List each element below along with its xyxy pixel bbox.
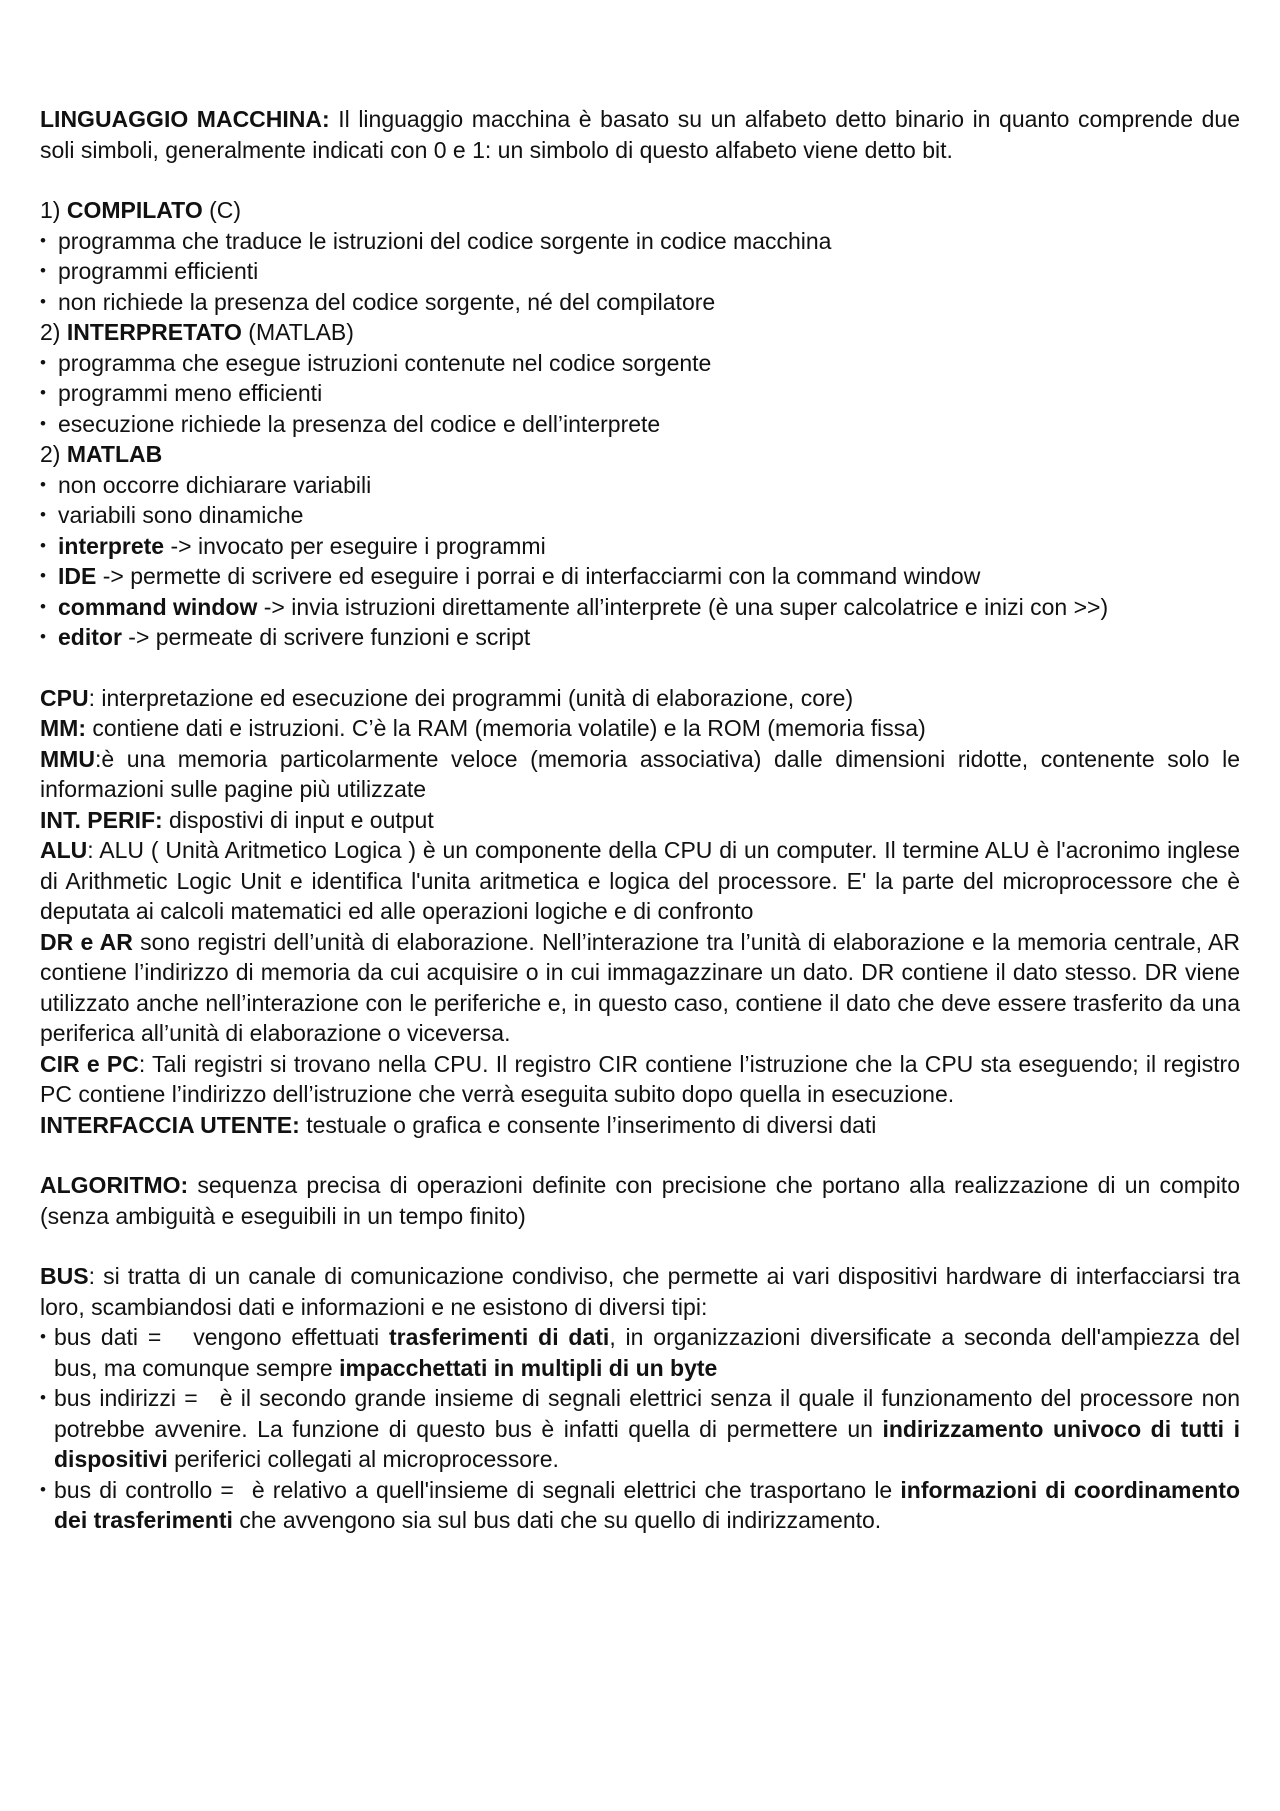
- algoritmo-paragraph: [40, 1170, 1240, 1231]
- list-item: [40, 561, 1240, 592]
- definition-term: MMU: [40, 745, 95, 772]
- definition-mm: [40, 713, 1240, 744]
- list-item: • non richiede la presenza del codice sorgente, né del compilatore: [40, 287, 1240, 318]
- list-item: • programma che traduce le istruzioni del codice sorgente in codice macchina: [40, 226, 1240, 257]
- interpretato-number: 2): [40, 319, 67, 345]
- list-item: • variabili sono dinamiche: [40, 500, 1240, 531]
- bus-text: è il secondo grande insieme di segnali elettrici senza il quale il funzionamento del processore non potrebbe avvenire. La funzione di questo bus è infatti quella di permettere un: [54, 1385, 1240, 1442]
- definition-alu: [40, 835, 1240, 927]
- matlab-heading: [40, 439, 1240, 470]
- definition-term: INT. PERIF:: [40, 806, 163, 833]
- interpretato-paren: (MATLAB): [241, 319, 354, 345]
- list-item: • non occorre dichiarare variabili: [40, 470, 1240, 501]
- compilato-list: [40, 226, 1240, 318]
- definition-text: :è una memoria particolarmente veloce (memoria associativa) dalle dimensioni ridotte, contenente solo le informazioni sulle pagine più utilizzate: [40, 745, 1240, 802]
- definition-term: CIR e PC: [40, 1050, 139, 1077]
- document-page: [40, 104, 1240, 1536]
- compilato-paren: (C): [202, 197, 242, 223]
- bus-label: bus dati =: [54, 1324, 162, 1350]
- bus-emphasis: impacchettati in multipli di un byte: [339, 1354, 718, 1381]
- item-term: editor: [58, 624, 122, 650]
- compilato-heading: [40, 195, 1240, 226]
- list-item: [40, 622, 1240, 653]
- bus-label: bus indirizzi =: [54, 1385, 198, 1411]
- list-item: • esecuzione richiede la presenza del codice e dell’interprete: [40, 409, 1240, 440]
- definition-term: CPU: [40, 684, 89, 711]
- matlab-list: [40, 470, 1240, 653]
- bus-controllo-item: [40, 1475, 1240, 1536]
- definition-term: DR e AR: [40, 928, 133, 955]
- bus-text: vengono effettuati: [193, 1324, 389, 1350]
- spacer: [40, 653, 1240, 683]
- bus-label: bus di controllo =: [54, 1476, 234, 1503]
- interpretato-title: INTERPRETATO: [66, 319, 242, 345]
- item-term: IDE: [58, 563, 97, 589]
- definition-text: : ALU ( Unità Aritmetico Logica ) è un componente della CPU di un computer. Il termine ALU è l'acronimo inglese di Arithmetic Logic Unit e identifica l'unita aritmetica e logica del processore. E' la parte del microprocessore che è deputata ai calcoli matematici ed alle operazioni logiche e di confronto: [40, 837, 1240, 924]
- definition-int-perif: [40, 805, 1240, 836]
- bus-emphasis: informazioni di coordinamento dei trasferimenti: [54, 1476, 1240, 1533]
- item-text: -> permette di scrivere ed eseguire i porrai e di interfacciarmi con la command window: [96, 563, 981, 589]
- matlab-number: 2): [40, 441, 67, 467]
- list-item: [40, 531, 1240, 562]
- definition-term: INTERFACCIA UTENTE:: [40, 1111, 300, 1138]
- definition-text: testuale o grafica e consente l’inserimento di diversi dati: [299, 1111, 877, 1138]
- definition-text: dispostivi di input e output: [162, 806, 434, 833]
- spacer: [40, 1140, 1240, 1170]
- bus-text: periferici collegati al microprocessore.: [167, 1446, 559, 1472]
- definition-interfaccia: [40, 1110, 1240, 1141]
- bus-term: BUS: [40, 1263, 89, 1289]
- bus-text: , in organizzazioni diversificate a seconda dell'ampiezza del bus, ma comunque sempre: [54, 1324, 1240, 1381]
- definition-text: sono registri dell’unità di elaborazione. Nell’interazione tra l’unità di elaborazione e la memoria centrale, AR contiene l’indirizzo di memoria da cui acquisire o in cui immagazzinare un dato. DR contiene il dato stesso. DR viene utilizzato anche nell’interazione con le periferiche e, in questo caso, contiene il dato che deve essere trasferito da una periferica all’unità di elaborazione o viceversa.: [40, 928, 1240, 1046]
- intro-paragraph: [40, 104, 1240, 165]
- bus-text: : si tratta di un canale di comunicazione condiviso, che permette ai vari dispositivi hardware di interfacciarsi tra loro, scambiandosi dati e informazioni e ne esistono di diversi tipi:: [40, 1263, 1240, 1320]
- definition-dr-ar: [40, 927, 1240, 1049]
- item-term: command window: [58, 593, 258, 620]
- bus-indirizzi-item: [40, 1383, 1240, 1475]
- definition-text: : interpretazione ed esecuzione dei programmi (unità di elaborazione, core): [88, 684, 854, 711]
- algoritmo-text: sequenza precisa di operazioni definite con precisione che portano alla realizzazione di un compito (senza ambiguità e eseguibili in un tempo finito): [40, 1172, 1240, 1229]
- compilato-title: COMPILATO: [66, 197, 203, 223]
- matlab-title: MATLAB: [66, 441, 163, 467]
- definition-text: contiene dati e istruzioni. C’è la RAM (memoria volatile) e la ROM (memoria fissa): [85, 715, 926, 741]
- spacer: [40, 1231, 1240, 1261]
- algoritmo-term: ALGORITMO:: [40, 1172, 189, 1198]
- list-item: • programmi meno efficienti: [40, 378, 1240, 409]
- intro-text: Il linguaggio macchina è basato su un alfabeto detto binario in quanto comprende due soli simboli, generalmente indicati con 0 e 1: un simbolo di questo alfabeto viene detto bit.: [40, 106, 1240, 163]
- interpretato-heading: [40, 317, 1240, 348]
- bus-text: che avvengono sia sul bus dati che su quello di indirizzamento.: [232, 1507, 882, 1533]
- item-text: -> permeate di scrivere funzioni e script: [121, 624, 531, 650]
- compilato-number: 1): [40, 197, 67, 223]
- list-item: [40, 592, 1240, 623]
- list-item: • programma che esegue istruzioni contenute nel codice sorgente: [40, 348, 1240, 379]
- bus-emphasis: indirizzamento univoco di tutti i dispositivi: [54, 1415, 1240, 1472]
- definition-text: : Tali registri si trovano nella CPU. Il registro CIR contiene l’istruzione che la CPU sta eseguendo; il registro PC contiene l’indirizzo dell’istruzione che verrà eseguita subito dopo quella in esecuzione.: [40, 1050, 1240, 1107]
- definition-mmu: [40, 744, 1240, 805]
- item-text: -> invocato per eseguire i programmi: [164, 532, 546, 559]
- bus-paragraph: [40, 1261, 1240, 1322]
- bus-list: [40, 1322, 1240, 1536]
- bus-text: è relativo a quell'insieme di segnali elettrici che trasportano le: [251, 1476, 901, 1503]
- item-text: -> invia istruzioni direttamente all’interprete (è una super calcolatrice e inizi con >>): [257, 593, 1109, 620]
- spacer: [40, 165, 1240, 195]
- definition-term: ALU: [40, 837, 88, 863]
- bus-dati-item: [40, 1322, 1240, 1383]
- definition-cir-pc: [40, 1049, 1240, 1110]
- bus-emphasis: trasferimenti di dati: [389, 1324, 610, 1350]
- list-item: • programmi efficienti: [40, 256, 1240, 287]
- interpretato-list: [40, 348, 1240, 440]
- intro-term: LINGUAGGIO MACCHINA:: [40, 106, 330, 132]
- definition-term: MM:: [40, 715, 86, 741]
- item-term: interprete: [58, 532, 165, 559]
- definition-cpu: [40, 683, 1240, 714]
